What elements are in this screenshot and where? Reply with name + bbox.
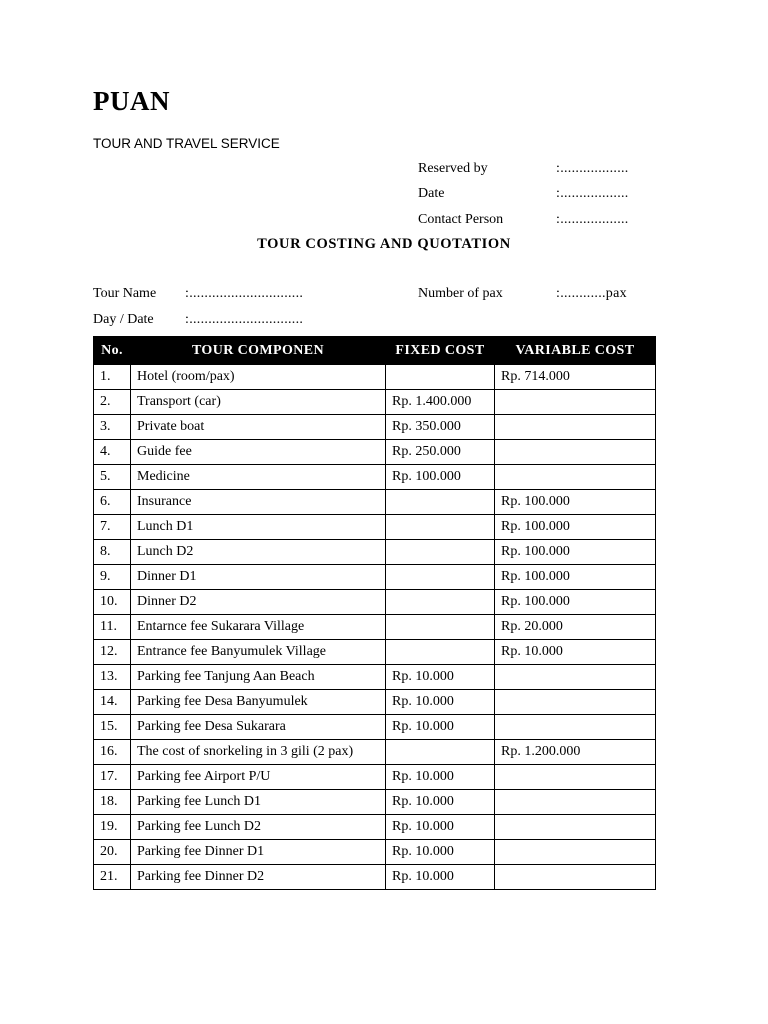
row-number: 4.: [94, 440, 131, 465]
table-row: [94, 815, 656, 840]
row-component: Hotel (room/pax): [131, 365, 386, 390]
row-variable-cost: Rp. 10.000: [495, 640, 656, 665]
tour-name-label: Tour Name: [93, 286, 157, 301]
row-variable-cost: [495, 415, 656, 440]
row-variable-cost: [495, 390, 656, 415]
table-row: [94, 865, 656, 890]
row-fixed-cost: [386, 615, 495, 640]
row-fixed-cost: Rp. 10.000: [386, 690, 495, 715]
tour-name-value: :..............................: [185, 286, 304, 301]
row-component: Dinner D2: [131, 590, 386, 615]
row-fixed-cost: [386, 565, 495, 590]
row-number: 8.: [94, 540, 131, 565]
row-component: Insurance: [131, 490, 386, 515]
header-fixed-cost: FIXED COST: [386, 337, 495, 365]
row-component: Parking fee Tanjung Aan Beach: [131, 665, 386, 690]
row-fixed-cost: [386, 640, 495, 665]
row-number: 2.: [94, 390, 131, 415]
row-component: Parking fee Desa Banyumulek: [131, 690, 386, 715]
row-variable-cost: Rp. 100.000: [495, 590, 656, 615]
row-variable-cost: [495, 790, 656, 815]
row-variable-cost: [495, 865, 656, 890]
row-component: Entarnce fee Sukarara Village: [131, 615, 386, 640]
row-component: Parking fee Airport P/U: [131, 765, 386, 790]
row-component: Medicine: [131, 465, 386, 490]
table-row: [94, 465, 656, 490]
table-row: [94, 840, 656, 865]
row-number: 11.: [94, 615, 131, 640]
row-fixed-cost: [386, 740, 495, 765]
table-row: [94, 590, 656, 615]
row-fixed-cost: Rp. 10.000: [386, 865, 495, 890]
row-fixed-cost: Rp. 1.400.000: [386, 390, 495, 415]
number-of-pax-value: :............pax: [556, 286, 627, 301]
table-header-row: [94, 337, 656, 365]
table-row: [94, 715, 656, 740]
row-variable-cost: [495, 815, 656, 840]
day-date-value: :..............................: [185, 312, 304, 327]
row-variable-cost: Rp. 100.000: [495, 565, 656, 590]
number-of-pax-label: Number of pax: [418, 286, 503, 301]
table-row: [94, 540, 656, 565]
row-component: Dinner D1: [131, 565, 386, 590]
row-fixed-cost: Rp. 10.000: [386, 815, 495, 840]
row-number: 19.: [94, 815, 131, 840]
row-variable-cost: Rp. 20.000: [495, 615, 656, 640]
row-number: 18.: [94, 790, 131, 815]
row-component: Transport (car): [131, 390, 386, 415]
row-variable-cost: [495, 465, 656, 490]
row-variable-cost: [495, 840, 656, 865]
row-component: Lunch D1: [131, 515, 386, 540]
row-fixed-cost: [386, 365, 495, 390]
table-row: [94, 490, 656, 515]
row-number: 20.: [94, 840, 131, 865]
header-variable-cost: VARIABLE COST: [495, 337, 656, 365]
row-number: 15.: [94, 715, 131, 740]
date-label: Date: [418, 186, 445, 201]
row-variable-cost: [495, 440, 656, 465]
cost-table: [93, 336, 656, 890]
row-fixed-cost: Rp. 100.000: [386, 465, 495, 490]
contact-person-label: Contact Person: [418, 212, 504, 227]
row-fixed-cost: [386, 590, 495, 615]
date-value: :..................: [556, 186, 629, 201]
table-row: [94, 440, 656, 465]
reserved-by-value: :..................: [556, 161, 629, 176]
row-variable-cost: Rp. 1.200.000: [495, 740, 656, 765]
row-number: 6.: [94, 490, 131, 515]
table-row: [94, 665, 656, 690]
row-number: 9.: [94, 565, 131, 590]
row-component: Parking fee Desa Sukarara: [131, 715, 386, 740]
table-row: [94, 765, 656, 790]
row-number: 16.: [94, 740, 131, 765]
table-row: [94, 640, 656, 665]
reserved-by-label: Reserved by: [418, 161, 488, 176]
row-fixed-cost: Rp. 250.000: [386, 440, 495, 465]
row-number: 12.: [94, 640, 131, 665]
row-number: 3.: [94, 415, 131, 440]
table-row: [94, 390, 656, 415]
row-component: Parking fee Dinner D2: [131, 865, 386, 890]
row-component: Private boat: [131, 415, 386, 440]
row-fixed-cost: Rp. 10.000: [386, 765, 495, 790]
row-number: 17.: [94, 765, 131, 790]
row-variable-cost: [495, 765, 656, 790]
row-fixed-cost: [386, 540, 495, 565]
row-component: The cost of snorkeling in 3 gili (2 pax): [131, 740, 386, 765]
header-tour-component: TOUR COMPONEN: [131, 337, 386, 365]
table-row: [94, 365, 656, 390]
table-row: [94, 615, 656, 640]
row-variable-cost: [495, 665, 656, 690]
contact-person-value: :..................: [556, 212, 629, 227]
row-number: 13.: [94, 665, 131, 690]
row-fixed-cost: Rp. 350.000: [386, 415, 495, 440]
row-number: 21.: [94, 865, 131, 890]
row-component: Parking fee Dinner D1: [131, 840, 386, 865]
row-variable-cost: Rp. 100.000: [495, 540, 656, 565]
row-number: 5.: [94, 465, 131, 490]
table-row: [94, 565, 656, 590]
brand-tagline: TOUR AND TRAVEL SERVICE: [93, 136, 280, 151]
row-number: 10.: [94, 590, 131, 615]
table-row: [94, 740, 656, 765]
cost-table-body: [94, 365, 656, 890]
row-component: Entrance fee Banyumulek Village: [131, 640, 386, 665]
row-fixed-cost: Rp. 10.000: [386, 790, 495, 815]
row-component: Parking fee Lunch D2: [131, 815, 386, 840]
table-row: [94, 415, 656, 440]
row-variable-cost: [495, 690, 656, 715]
table-row: [94, 790, 656, 815]
row-number: 7.: [94, 515, 131, 540]
brand-name: PUAN: [93, 86, 170, 116]
row-number: 1.: [94, 365, 131, 390]
row-component: Lunch D2: [131, 540, 386, 565]
row-variable-cost: [495, 715, 656, 740]
header-no: No.: [94, 337, 131, 365]
row-component: Parking fee Lunch D1: [131, 790, 386, 815]
row-fixed-cost: Rp. 10.000: [386, 715, 495, 740]
table-row: [94, 690, 656, 715]
table-row: [94, 515, 656, 540]
row-variable-cost: Rp. 100.000: [495, 515, 656, 540]
row-fixed-cost: Rp. 10.000: [386, 665, 495, 690]
row-fixed-cost: Rp. 10.000: [386, 840, 495, 865]
row-fixed-cost: [386, 490, 495, 515]
row-fixed-cost: [386, 515, 495, 540]
row-variable-cost: Rp. 714.000: [495, 365, 656, 390]
row-variable-cost: Rp. 100.000: [495, 490, 656, 515]
document-title: TOUR COSTING AND QUOTATION: [257, 236, 511, 252]
row-component: Guide fee: [131, 440, 386, 465]
day-date-label: Day / Date: [93, 312, 154, 327]
row-number: 14.: [94, 690, 131, 715]
